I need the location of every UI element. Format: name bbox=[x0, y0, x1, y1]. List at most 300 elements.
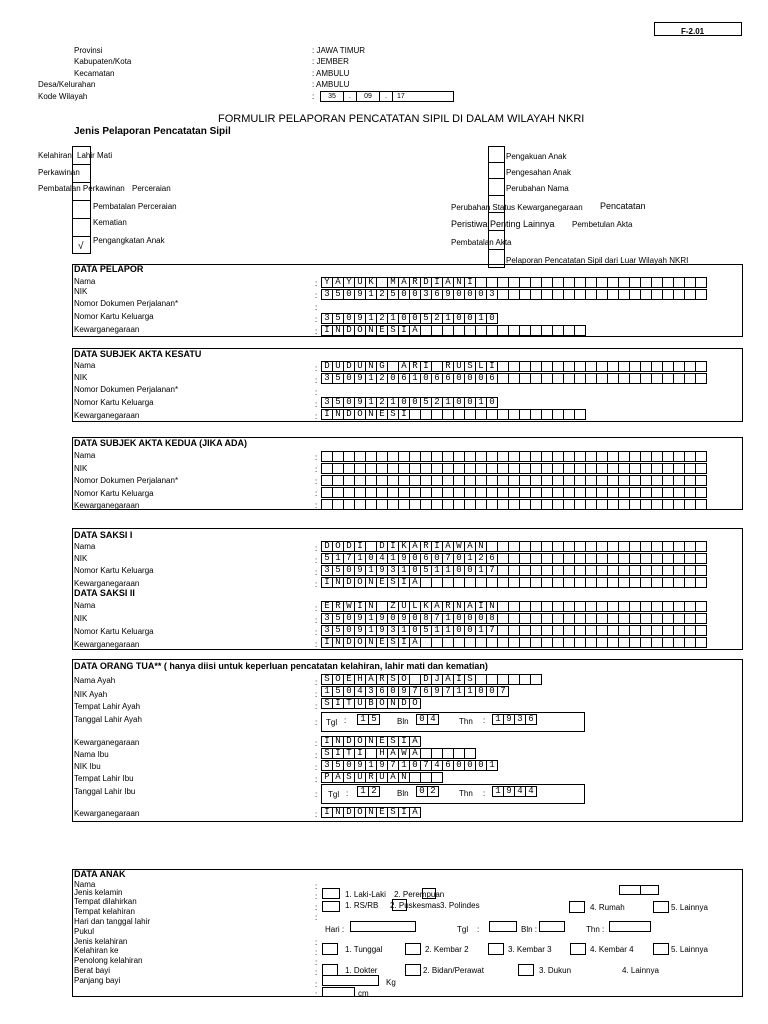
grid-cell[interactable]: 1 bbox=[464, 686, 476, 697]
grid-cell[interactable]: N bbox=[332, 736, 344, 747]
grid-cell[interactable]: 5 bbox=[368, 714, 380, 725]
grid-cell[interactable]: 9 bbox=[354, 625, 366, 636]
grid-cell[interactable]: D bbox=[321, 541, 333, 552]
grid-cell[interactable]: 0 bbox=[365, 553, 377, 564]
grid-cell[interactable]: T bbox=[343, 748, 355, 759]
grid-cell[interactable]: 7 bbox=[420, 760, 432, 771]
grid-cell[interactable]: 7 bbox=[431, 613, 443, 624]
anak-nama-box-1[interactable] bbox=[619, 885, 641, 895]
grid-cell[interactable]: 3 bbox=[321, 313, 333, 324]
grid-cell[interactable]: 1 bbox=[431, 565, 443, 576]
grid-cell[interactable]: 5 bbox=[332, 313, 344, 324]
grid-cell[interactable]: L bbox=[475, 361, 487, 372]
grid-cell[interactable]: I bbox=[321, 577, 333, 588]
grid-cell[interactable]: 0 bbox=[475, 613, 487, 624]
grid-cell[interactable]: J bbox=[431, 674, 443, 685]
grid-cell[interactable]: 1 bbox=[387, 313, 399, 324]
grid-cell[interactable]: 0 bbox=[409, 313, 421, 324]
grid-cell[interactable]: 0 bbox=[464, 313, 476, 324]
ortu-tgl-ibu-tgl[interactable] bbox=[357, 786, 379, 797]
grid-cell[interactable]: W bbox=[398, 748, 410, 759]
subjek1-kw-grid[interactable] bbox=[321, 409, 585, 420]
grid-cell[interactable]: 7 bbox=[497, 686, 509, 697]
grid-cell[interactable]: Y bbox=[321, 277, 333, 288]
grid-cell[interactable] bbox=[695, 289, 707, 300]
grid-cell[interactable]: 4 bbox=[431, 760, 443, 771]
grid-cell[interactable]: A bbox=[409, 637, 421, 648]
grid-cell[interactable]: E bbox=[376, 807, 388, 818]
grid-cell[interactable]: 1 bbox=[365, 565, 377, 576]
grid-cell[interactable]: 2 bbox=[376, 373, 388, 384]
grid-cell[interactable]: 0 bbox=[486, 397, 498, 408]
grid-cell[interactable]: 4 bbox=[514, 786, 526, 797]
grid-cell[interactable]: 4 bbox=[525, 786, 537, 797]
grid-cell[interactable]: E bbox=[376, 409, 388, 420]
grid-cell[interactable]: N bbox=[453, 601, 465, 612]
grid-cell[interactable]: A bbox=[332, 772, 344, 783]
grid-cell[interactable]: G bbox=[376, 361, 388, 372]
grid-cell[interactable]: 4 bbox=[427, 714, 439, 725]
grid-cell[interactable]: U bbox=[354, 277, 366, 288]
grid-cell[interactable]: 0 bbox=[409, 760, 421, 771]
grid-cell[interactable]: 1 bbox=[365, 625, 377, 636]
grid-cell[interactable]: U bbox=[376, 772, 388, 783]
grid-cell[interactable]: Y bbox=[343, 277, 355, 288]
grid-cell[interactable]: 0 bbox=[453, 625, 465, 636]
grid-cell[interactable]: 0 bbox=[409, 613, 421, 624]
grid-cell[interactable]: 1 bbox=[332, 553, 344, 564]
grid-cell[interactable]: 1 bbox=[365, 613, 377, 624]
grid-cell[interactable]: N bbox=[332, 325, 344, 336]
grid-cell[interactable]: I bbox=[354, 541, 366, 552]
grid-cell[interactable]: R bbox=[376, 674, 388, 685]
grid-cell[interactable]: E bbox=[376, 577, 388, 588]
grid-cell[interactable]: R bbox=[420, 541, 432, 552]
grid-cell[interactable]: N bbox=[365, 637, 377, 648]
grid-cell[interactable]: 0 bbox=[343, 565, 355, 576]
subjek2-nik-grid[interactable] bbox=[321, 463, 706, 474]
grid-cell[interactable]: 1 bbox=[365, 373, 377, 384]
subjek1-nama-grid[interactable] bbox=[321, 361, 706, 372]
ortu-nama-ayah-grid[interactable] bbox=[321, 674, 541, 685]
grid-cell[interactable]: 9 bbox=[442, 289, 454, 300]
anak-berat-box[interactable] bbox=[322, 975, 379, 986]
grid-cell[interactable]: 5 bbox=[387, 289, 399, 300]
grid-cell[interactable]: 1 bbox=[387, 397, 399, 408]
grid-cell[interactable]: 9 bbox=[354, 373, 366, 384]
subjek2-kw-grid[interactable] bbox=[321, 499, 706, 510]
grid-cell[interactable]: N bbox=[332, 807, 344, 818]
grid-cell[interactable]: R bbox=[442, 601, 454, 612]
grid-cell[interactable]: E bbox=[376, 325, 388, 336]
grid-cell[interactable]: 8 bbox=[486, 613, 498, 624]
grid-cell[interactable]: 3 bbox=[321, 760, 333, 771]
grid-cell[interactable]: 5 bbox=[332, 289, 344, 300]
grid-cell[interactable]: R bbox=[332, 601, 344, 612]
anak-penolong-checkbox-2[interactable] bbox=[405, 964, 421, 976]
grid-cell[interactable]: 0 bbox=[343, 625, 355, 636]
kode-kec[interactable]: 17 bbox=[392, 91, 454, 102]
saksi1-kk-grid[interactable] bbox=[321, 565, 706, 576]
grid-cell[interactable]: O bbox=[354, 325, 366, 336]
grid-cell[interactable]: U bbox=[354, 698, 366, 709]
grid-cell[interactable]: 9 bbox=[376, 625, 388, 636]
anak-tempat-checkbox-4[interactable] bbox=[569, 901, 585, 913]
grid-cell[interactable]: D bbox=[420, 277, 432, 288]
grid-cell[interactable]: 0 bbox=[398, 289, 410, 300]
grid-cell[interactable]: 9 bbox=[398, 686, 410, 697]
grid-cell[interactable]: 1 bbox=[453, 686, 465, 697]
grid-cell[interactable]: 1 bbox=[486, 760, 498, 771]
grid-cell[interactable]: 6 bbox=[376, 686, 388, 697]
grid-cell[interactable]: D bbox=[343, 325, 355, 336]
grid-cell[interactable]: 0 bbox=[464, 397, 476, 408]
grid-cell[interactable]: I bbox=[398, 807, 410, 818]
grid-cell[interactable]: 0 bbox=[343, 313, 355, 324]
grid-cell[interactable]: D bbox=[343, 577, 355, 588]
grid-cell[interactable]: 9 bbox=[354, 613, 366, 624]
grid-cell[interactable]: A bbox=[442, 674, 454, 685]
grid-cell[interactable]: 1 bbox=[492, 786, 504, 797]
grid-cell[interactable]: 1 bbox=[357, 786, 369, 797]
grid-cell[interactable]: 2 bbox=[376, 397, 388, 408]
grid-cell[interactable]: O bbox=[354, 807, 366, 818]
grid-cell[interactable]: 3 bbox=[365, 686, 377, 697]
grid-cell[interactable]: 4 bbox=[354, 686, 366, 697]
grid-cell[interactable]: 1 bbox=[387, 553, 399, 564]
ortu-nik-ibu-grid[interactable] bbox=[321, 760, 497, 771]
anak-bln-box[interactable] bbox=[539, 921, 565, 932]
grid-cell[interactable]: 6 bbox=[442, 760, 454, 771]
grid-cell[interactable]: A bbox=[398, 361, 410, 372]
grid-cell[interactable]: 2 bbox=[376, 313, 388, 324]
saksi1-nik-grid[interactable] bbox=[321, 553, 706, 564]
grid-cell[interactable]: O bbox=[354, 577, 366, 588]
anak-thn-box[interactable] bbox=[609, 921, 651, 932]
grid-cell[interactable]: A bbox=[431, 601, 443, 612]
grid-cell[interactable]: 1 bbox=[357, 714, 369, 725]
grid-cell[interactable]: 1 bbox=[442, 397, 454, 408]
grid-cell[interactable]: N bbox=[365, 325, 377, 336]
grid-cell[interactable]: 0 bbox=[398, 313, 410, 324]
grid-cell[interactable]: S bbox=[321, 748, 333, 759]
ortu-kw-ayah-grid[interactable] bbox=[321, 736, 420, 747]
anak-tgl-box[interactable] bbox=[489, 921, 517, 932]
grid-cell[interactable]: W bbox=[453, 541, 465, 552]
grid-cell[interactable]: S bbox=[321, 698, 333, 709]
grid-cell[interactable] bbox=[464, 748, 476, 759]
grid-cell[interactable]: O bbox=[398, 674, 410, 685]
grid-cell[interactable]: 5 bbox=[420, 565, 432, 576]
subjek1-nik-grid[interactable] bbox=[321, 373, 706, 384]
grid-cell[interactable]: 7 bbox=[409, 686, 421, 697]
grid-cell[interactable]: 0 bbox=[343, 289, 355, 300]
grid-cell[interactable]: 0 bbox=[453, 397, 465, 408]
grid-cell[interactable]: I bbox=[398, 736, 410, 747]
grid-cell[interactable]: A bbox=[409, 541, 421, 552]
saksi1-nama-grid[interactable] bbox=[321, 541, 706, 552]
saksi2-nik-grid[interactable] bbox=[321, 613, 706, 624]
grid-cell[interactable]: 0 bbox=[475, 373, 487, 384]
grid-cell[interactable]: N bbox=[365, 601, 377, 612]
grid-cell[interactable]: 2 bbox=[431, 313, 443, 324]
grid-cell[interactable]: 2 bbox=[368, 786, 380, 797]
grid-cell[interactable]: 0 bbox=[343, 613, 355, 624]
grid-cell[interactable]: 7 bbox=[442, 686, 454, 697]
grid-cell[interactable]: 6 bbox=[442, 373, 454, 384]
grid-cell[interactable]: E bbox=[321, 601, 333, 612]
saksi1-kw-grid[interactable] bbox=[321, 577, 706, 588]
grid-cell[interactable]: N bbox=[453, 277, 465, 288]
grid-cell[interactable]: A bbox=[464, 541, 476, 552]
grid-cell[interactable]: P bbox=[321, 772, 333, 783]
grid-cell[interactable]: R bbox=[365, 772, 377, 783]
grid-cell[interactable]: S bbox=[387, 736, 399, 747]
grid-cell[interactable]: 1 bbox=[442, 565, 454, 576]
grid-cell[interactable]: 0 bbox=[475, 686, 487, 697]
grid-cell[interactable]: 5 bbox=[420, 313, 432, 324]
grid-cell[interactable]: N bbox=[398, 772, 410, 783]
anak-jenis-checkbox-1[interactable] bbox=[322, 943, 338, 955]
anak-jenis-checkbox-5[interactable] bbox=[653, 943, 669, 955]
grid-cell[interactable] bbox=[574, 409, 586, 420]
grid-cell[interactable]: 1 bbox=[365, 289, 377, 300]
subjek2-nama-grid[interactable] bbox=[321, 451, 706, 462]
grid-cell[interactable]: A bbox=[409, 325, 421, 336]
grid-cell[interactable]: I bbox=[464, 277, 476, 288]
grid-cell[interactable]: N bbox=[332, 409, 344, 420]
grid-cell[interactable]: N bbox=[486, 601, 498, 612]
grid-cell[interactable] bbox=[695, 499, 707, 510]
grid-cell[interactable]: 6 bbox=[486, 553, 498, 564]
grid-cell[interactable]: 3 bbox=[321, 373, 333, 384]
grid-cell[interactable]: N bbox=[475, 541, 487, 552]
grid-cell[interactable] bbox=[431, 772, 443, 783]
grid-cell[interactable]: I bbox=[398, 637, 410, 648]
grid-cell[interactable]: U bbox=[332, 361, 344, 372]
subjek2-dok-grid[interactable] bbox=[321, 475, 706, 486]
grid-cell[interactable]: O bbox=[354, 637, 366, 648]
grid-cell[interactable]: I bbox=[398, 577, 410, 588]
grid-cell[interactable]: D bbox=[398, 698, 410, 709]
grid-cell[interactable]: N bbox=[365, 409, 377, 420]
grid-cell[interactable]: D bbox=[343, 541, 355, 552]
grid-cell[interactable]: 9 bbox=[354, 760, 366, 771]
grid-cell[interactable]: 0 bbox=[409, 565, 421, 576]
grid-cell[interactable]: 5 bbox=[332, 397, 344, 408]
grid-cell[interactable]: 0 bbox=[416, 714, 428, 725]
grid-cell[interactable]: 3 bbox=[514, 714, 526, 725]
anak-jk-checkbox[interactable] bbox=[322, 888, 340, 899]
grid-cell[interactable]: I bbox=[321, 409, 333, 420]
pelapor-nama-grid[interactable] bbox=[321, 277, 706, 288]
grid-cell[interactable]: 5 bbox=[420, 397, 432, 408]
grid-cell[interactable]: 2 bbox=[376, 289, 388, 300]
grid-cell[interactable]: I bbox=[431, 541, 443, 552]
grid-cell[interactable]: L bbox=[409, 601, 421, 612]
anak-hari-box[interactable] bbox=[350, 921, 416, 932]
grid-cell[interactable]: 5 bbox=[332, 625, 344, 636]
grid-cell[interactable]: U bbox=[354, 772, 366, 783]
grid-cell[interactable]: 6 bbox=[431, 373, 443, 384]
grid-cell[interactable]: D bbox=[343, 807, 355, 818]
ortu-tgl-ayah-bln[interactable] bbox=[416, 714, 438, 725]
grid-cell[interactable]: 1 bbox=[365, 760, 377, 771]
grid-cell[interactable] bbox=[695, 541, 707, 552]
grid-cell[interactable]: 1 bbox=[475, 397, 487, 408]
grid-cell[interactable] bbox=[530, 674, 542, 685]
grid-cell[interactable]: O bbox=[332, 674, 344, 685]
grid-cell[interactable]: A bbox=[409, 736, 421, 747]
grid-cell[interactable]: K bbox=[420, 601, 432, 612]
kode-prov[interactable]: 35 bbox=[320, 91, 344, 102]
grid-cell[interactable]: I bbox=[398, 325, 410, 336]
ortu-tgl-ibu-thn[interactable] bbox=[492, 786, 536, 797]
grid-cell[interactable]: 0 bbox=[453, 613, 465, 624]
grid-cell[interactable]: 1 bbox=[431, 625, 443, 636]
grid-cell[interactable]: 9 bbox=[376, 565, 388, 576]
grid-cell[interactable]: 9 bbox=[398, 613, 410, 624]
grid-cell[interactable]: 9 bbox=[376, 613, 388, 624]
grid-cell[interactable] bbox=[695, 451, 707, 462]
grid-cell[interactable]: 5 bbox=[420, 625, 432, 636]
anak-tempat-checkbox-5[interactable] bbox=[653, 901, 669, 913]
grid-cell[interactable]: 5 bbox=[332, 613, 344, 624]
grid-cell[interactable]: 0 bbox=[475, 760, 487, 771]
ortu-kw-ibu-grid[interactable] bbox=[321, 807, 420, 818]
grid-cell[interactable]: 0 bbox=[453, 289, 465, 300]
grid-cell[interactable]: A bbox=[409, 748, 421, 759]
grid-cell[interactable]: 1 bbox=[442, 313, 454, 324]
ortu-tgl-ibu-bln[interactable] bbox=[416, 786, 438, 797]
grid-cell[interactable]: 0 bbox=[343, 760, 355, 771]
grid-cell[interactable]: 1 bbox=[398, 760, 410, 771]
grid-cell[interactable]: N bbox=[365, 577, 377, 588]
grid-cell[interactable]: 6 bbox=[431, 289, 443, 300]
grid-cell[interactable]: A bbox=[387, 772, 399, 783]
grid-cell[interactable]: 1 bbox=[475, 313, 487, 324]
pelapor-nik-grid[interactable] bbox=[321, 289, 706, 300]
grid-cell[interactable]: 5 bbox=[332, 373, 344, 384]
grid-cell[interactable]: S bbox=[387, 325, 399, 336]
grid-cell[interactable]: A bbox=[442, 541, 454, 552]
grid-cell[interactable]: 6 bbox=[420, 686, 432, 697]
grid-cell[interactable]: N bbox=[332, 577, 344, 588]
grid-cell[interactable]: 9 bbox=[354, 565, 366, 576]
grid-cell[interactable]: 0 bbox=[464, 613, 476, 624]
anak-jk-checkbox-2[interactable] bbox=[422, 888, 436, 899]
anak-jenis-checkbox-2[interactable] bbox=[405, 943, 421, 955]
grid-cell[interactable]: A bbox=[387, 748, 399, 759]
grid-cell[interactable]: 3 bbox=[321, 625, 333, 636]
grid-cell[interactable]: K bbox=[398, 541, 410, 552]
grid-cell[interactable] bbox=[695, 565, 707, 576]
grid-cell[interactable]: S bbox=[387, 637, 399, 648]
grid-cell[interactable]: 1 bbox=[321, 686, 333, 697]
grid-cell[interactable]: 5 bbox=[321, 553, 333, 564]
ortu-nama-ibu-grid[interactable] bbox=[321, 748, 475, 759]
grid-cell[interactable]: 0 bbox=[464, 625, 476, 636]
grid-cell[interactable]: 1 bbox=[475, 565, 487, 576]
grid-cell[interactable]: 3 bbox=[420, 289, 432, 300]
grid-cell[interactable]: I bbox=[332, 698, 344, 709]
grid-cell[interactable]: 7 bbox=[486, 625, 498, 636]
grid-cell[interactable]: 3 bbox=[321, 397, 333, 408]
pelapor-kk-grid[interactable] bbox=[321, 313, 497, 324]
grid-cell[interactable]: D bbox=[343, 409, 355, 420]
grid-cell[interactable]: N bbox=[365, 736, 377, 747]
grid-cell[interactable]: T bbox=[343, 698, 355, 709]
grid-cell[interactable] bbox=[695, 487, 707, 498]
saksi2-nama-grid[interactable] bbox=[321, 601, 706, 612]
grid-cell[interactable]: 0 bbox=[409, 553, 421, 564]
grid-cell[interactable]: 5 bbox=[332, 565, 344, 576]
grid-cell[interactable]: N bbox=[332, 637, 344, 648]
grid-cell[interactable]: 7 bbox=[387, 760, 399, 771]
grid-cell[interactable]: 1 bbox=[409, 373, 421, 384]
grid-cell[interactable]: A bbox=[409, 807, 421, 818]
grid-cell[interactable]: I bbox=[321, 807, 333, 818]
saksi2-kw-grid[interactable] bbox=[321, 637, 706, 648]
grid-cell[interactable]: 0 bbox=[464, 565, 476, 576]
grid-cell[interactable]: U bbox=[453, 361, 465, 372]
grid-cell[interactable]: B bbox=[365, 698, 377, 709]
grid-cell[interactable]: A bbox=[398, 277, 410, 288]
grid-cell[interactable] bbox=[695, 553, 707, 564]
grid-cell[interactable]: 9 bbox=[503, 786, 515, 797]
grid-cell[interactable]: U bbox=[398, 601, 410, 612]
grid-cell[interactable]: 0 bbox=[486, 686, 498, 697]
grid-cell[interactable]: I bbox=[387, 541, 399, 552]
grid-cell[interactable]: 7 bbox=[442, 553, 454, 564]
grid-cell[interactable]: N bbox=[365, 807, 377, 818]
grid-cell[interactable]: D bbox=[343, 361, 355, 372]
grid-cell[interactable]: H bbox=[354, 674, 366, 685]
grid-cell[interactable]: E bbox=[376, 637, 388, 648]
grid-cell[interactable]: 7 bbox=[343, 553, 355, 564]
ortu-nik-ayah-grid[interactable] bbox=[321, 686, 508, 697]
grid-cell[interactable]: 3 bbox=[486, 289, 498, 300]
grid-cell[interactable]: 1 bbox=[365, 313, 377, 324]
grid-cell[interactable]: 0 bbox=[453, 553, 465, 564]
grid-cell[interactable]: A bbox=[409, 577, 421, 588]
grid-cell[interactable]: R bbox=[442, 361, 454, 372]
grid-cell[interactable] bbox=[695, 361, 707, 372]
grid-cell[interactable]: A bbox=[464, 601, 476, 612]
grid-cell[interactable]: 1 bbox=[398, 625, 410, 636]
grid-cell[interactable]: I bbox=[453, 674, 465, 685]
grid-cell[interactable]: O bbox=[376, 698, 388, 709]
grid-cell[interactable]: S bbox=[387, 577, 399, 588]
grid-cell[interactable]: 0 bbox=[387, 686, 399, 697]
grid-cell[interactable]: D bbox=[376, 541, 388, 552]
grid-cell[interactable]: 0 bbox=[416, 786, 428, 797]
grid-cell[interactable]: 1 bbox=[492, 714, 504, 725]
anak-penolong-checkbox-3[interactable] bbox=[518, 964, 534, 976]
grid-cell[interactable]: 3 bbox=[321, 289, 333, 300]
grid-cell[interactable]: 0 bbox=[387, 613, 399, 624]
subjek2-kk-grid[interactable] bbox=[321, 487, 706, 498]
grid-cell[interactable]: R bbox=[409, 361, 421, 372]
grid-cell[interactable]: 9 bbox=[503, 714, 515, 725]
grid-cell[interactable]: 0 bbox=[409, 625, 421, 636]
grid-cell[interactable]: 6 bbox=[486, 373, 498, 384]
grid-cell[interactable]: 0 bbox=[475, 289, 487, 300]
grid-cell[interactable]: 2 bbox=[427, 786, 439, 797]
anak-tempat-checkbox-1[interactable] bbox=[322, 901, 340, 912]
grid-cell[interactable] bbox=[695, 601, 707, 612]
grid-cell[interactable]: 0 bbox=[343, 686, 355, 697]
